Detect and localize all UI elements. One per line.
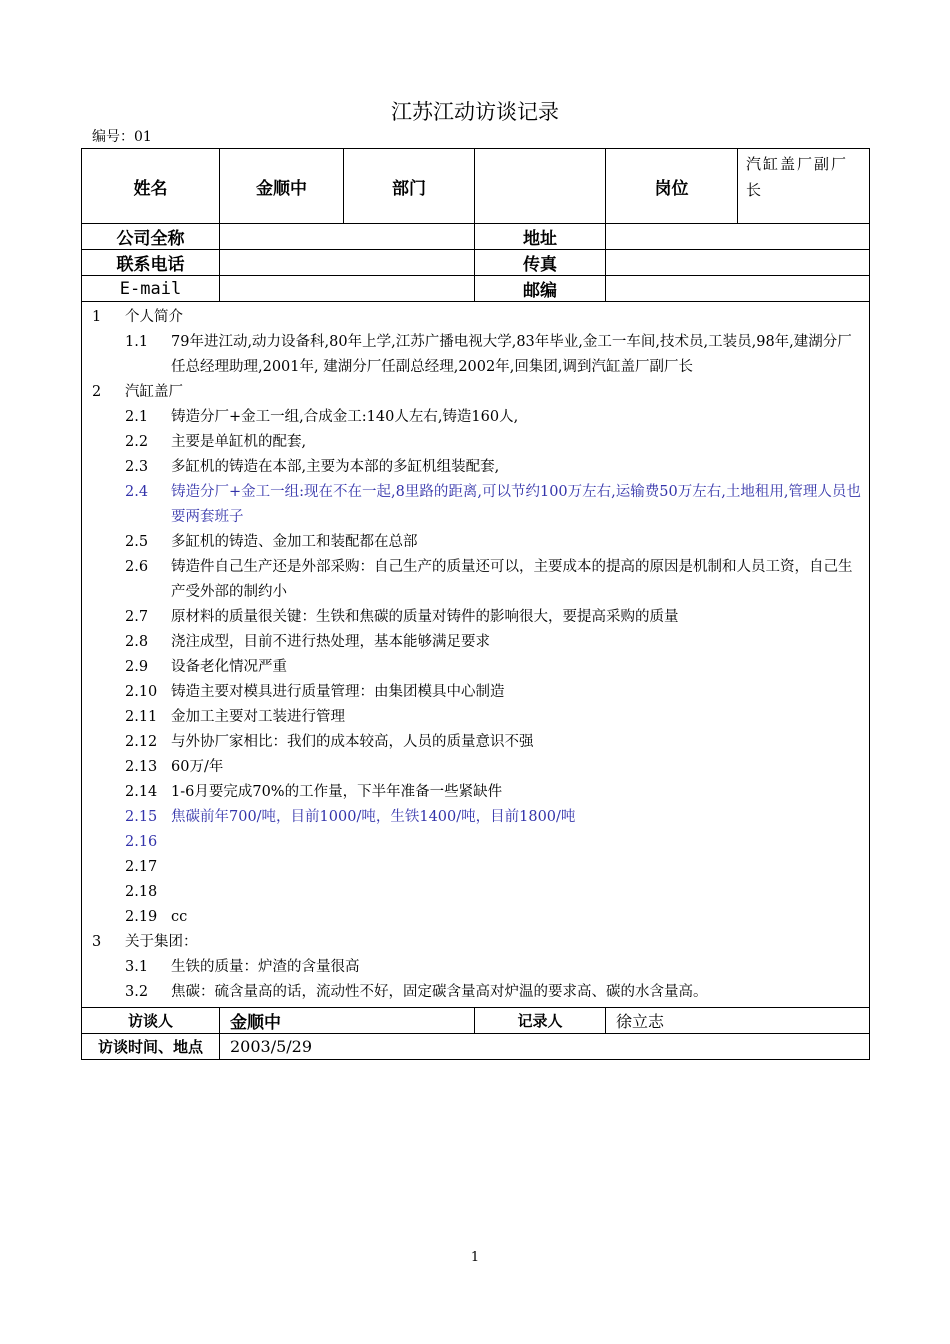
list-item: [82, 780, 869, 805]
item-number: 1: [92, 309, 102, 325]
list-item: [82, 455, 869, 480]
list-item: [82, 880, 869, 905]
item-number: 2.4: [125, 484, 149, 500]
item-text: 关于集团：: [125, 934, 198, 950]
item-number: 2.1: [125, 409, 149, 425]
fax-label: 传真: [475, 250, 606, 276]
item-text: 铸造件自己生产还是外部采购：自己生产的质量还可以，主要成本的提高的原因是机制和人员工资，自己生产受外部的制约小: [171, 559, 853, 600]
item-text: 1-6月要完成70%的工作量，下半年准备一些紧缺件: [171, 784, 503, 800]
item-text: 个人简介: [125, 309, 183, 325]
phone-label: 联系电话: [82, 250, 220, 276]
item-text: 多缸机的铸造在本部,主要为本部的多缸机组装配套,: [171, 459, 500, 475]
list-item: [82, 430, 869, 455]
item-text: 生铁的质量：炉渣的含量很高: [171, 959, 360, 975]
item-text: 主要是单缸机的配套,: [171, 434, 307, 450]
list-item: [82, 680, 869, 705]
item-text: 79年进江动,动力设备科,80年上学,江苏广播电视大学,83年毕业,金工一车间,技术员,工装员,98年,建湖分厂任总经理助理,2001年, 建湖分厂任副总经理,2002年,回集团,调到汽缸盖厂副厂长: [171, 334, 852, 375]
department-label: 部门: [344, 149, 475, 224]
name-label: 姓名: [82, 149, 220, 224]
list-item: [82, 480, 869, 530]
item-number: 3.2: [125, 984, 149, 1000]
header-row: [82, 149, 870, 224]
item-number: 2.13: [125, 759, 158, 775]
content-row: [82, 302, 870, 1008]
item-text: 设备老化情况严重: [171, 659, 287, 675]
company-row: [82, 224, 870, 250]
item-text: [171, 830, 863, 855]
list-item: [82, 755, 869, 780]
item-number: 2.12: [125, 734, 158, 750]
postcode-label: 邮编: [475, 276, 606, 302]
fax-value: [606, 250, 870, 276]
interview-content: [82, 302, 870, 1008]
item-text: 金加工主要对工装进行管理: [171, 709, 345, 725]
item-number: 2.6: [125, 559, 149, 575]
company-value: [220, 224, 475, 250]
item-text: 汽缸盖厂: [125, 384, 183, 400]
time-place-label: 访谈时间、地点: [82, 1034, 220, 1060]
item-number: 2.17: [125, 859, 158, 875]
item-text: 浇注成型，目前不进行热处理，基本能够满足要求: [171, 634, 490, 650]
item-number: 2.7: [125, 609, 149, 625]
item-number: 2.14: [125, 784, 158, 800]
item-number: 2.3: [125, 459, 149, 475]
list-item: [82, 980, 869, 1005]
recorder-value: 徐立志: [606, 1008, 870, 1034]
department-value: [475, 149, 606, 224]
item-text: 铸造分厂+金工一组,合成金工:140人左右,铸造160人,: [171, 409, 519, 425]
list-item: [82, 330, 869, 380]
item-text: 焦碳前年700/吨，目前1000/吨，生铁1400/吨，目前1800/吨: [171, 809, 576, 825]
item-number: 2.2: [125, 434, 149, 450]
item-number: 2.8: [125, 634, 149, 650]
list-item: [82, 530, 869, 555]
interview-record-table: [81, 148, 870, 1060]
list-item: [82, 930, 869, 955]
item-text: 与外协厂家相比：我们的成本较高，人员的质量意识不强: [171, 734, 534, 750]
item-number: 2.10: [125, 684, 158, 700]
position-label: 岗位: [606, 149, 738, 224]
item-number: 3.1: [125, 959, 149, 975]
item-text: 铸造主要对模具进行质量管理：由集团模具中心制造: [171, 684, 505, 700]
item-text: 60万/年: [171, 759, 224, 775]
list-item: [82, 630, 869, 655]
time-place-value: 2003/5/29: [220, 1034, 870, 1060]
page-title: 江苏江动访谈记录: [391, 100, 559, 124]
list-item: [82, 555, 869, 605]
list-item: [82, 905, 869, 930]
email-value: [220, 276, 475, 302]
list-item: [82, 730, 869, 755]
item-text: 原材料的质量很关键：生铁和焦碳的质量对铸件的影响很大，要提高采购的质量: [171, 609, 679, 625]
email-label: E-mail: [82, 276, 220, 302]
list-item: [82, 405, 869, 430]
recorder-label: 记录人: [475, 1008, 606, 1034]
list-item: [82, 855, 869, 880]
list-item: [82, 305, 869, 330]
phone-value: [220, 250, 475, 276]
document-number: 编号：01: [92, 129, 152, 145]
item-text: 铸造分厂+金工一组:现在不在一起,8里路的距离,可以节约100万左右,运输费50万左右,土地租用,管理人员也要两套班子: [171, 484, 861, 525]
list-item: [82, 955, 869, 980]
company-label: 公司全称: [82, 224, 220, 250]
item-number: 2.11: [125, 709, 158, 725]
item-number: 2.5: [125, 534, 149, 550]
time-place-row: [82, 1034, 870, 1060]
item-text: [171, 855, 863, 880]
list-item: [82, 705, 869, 730]
item-text: 焦碳：硫含量高的话，流动性不好，固定碳含量高对炉温的要求高、碳的水含量高。: [171, 984, 708, 1000]
list-item: [82, 605, 869, 630]
item-text: 多缸机的铸造、金加工和装配都在总部: [171, 534, 418, 550]
address-value: [606, 224, 870, 250]
item-text: [171, 880, 863, 905]
list-item: [82, 655, 869, 680]
interviewer-label: 访谈人: [82, 1008, 220, 1034]
interviewer-value: 金顺中: [220, 1008, 475, 1034]
list-item: [82, 830, 869, 855]
list-item: [82, 380, 869, 405]
position-value: 汽缸盖厂副厂长: [738, 149, 870, 224]
postcode-value: [606, 276, 870, 302]
item-number: 2.9: [125, 659, 149, 675]
item-number: 2.16: [125, 834, 158, 850]
item-number: 3: [92, 934, 102, 950]
item-number: 2: [92, 384, 102, 400]
item-number: 2.15: [125, 809, 158, 825]
phone-row: [82, 250, 870, 276]
item-text: cc: [171, 909, 188, 925]
item-number: 2.19: [125, 909, 158, 925]
interviewer-row: [82, 1008, 870, 1034]
address-label: 地址: [475, 224, 606, 250]
email-row: [82, 276, 870, 302]
item-number: 1.1: [125, 334, 149, 350]
item-number: 2.18: [125, 884, 158, 900]
list-item: [82, 805, 869, 830]
page-number: 1: [470, 1250, 480, 1265]
name-value: 金顺中: [220, 149, 344, 224]
